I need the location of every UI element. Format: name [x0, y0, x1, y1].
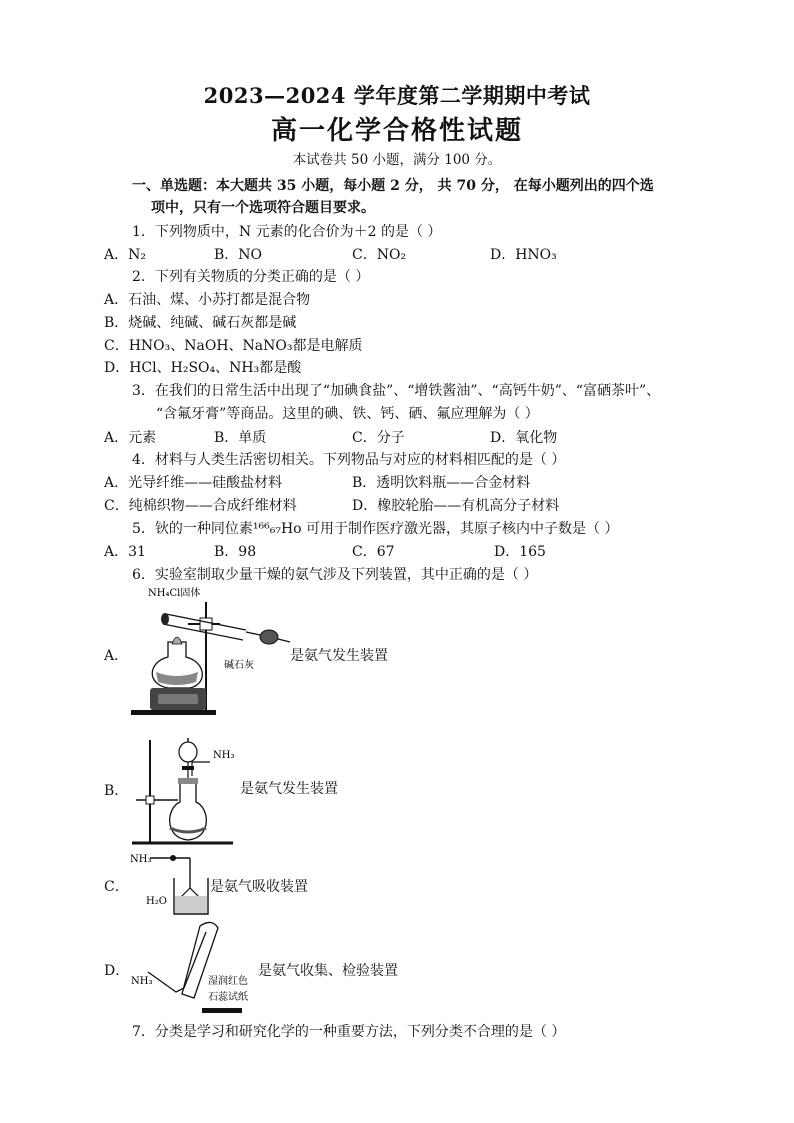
- question-4-option-d: D．橡胶轮胎——有机高分子材料: [352, 498, 560, 514]
- question-6-option-c-text: 是氨气吸收装置: [210, 879, 308, 895]
- section-heading-line2: 项中，只有一个选项符合题目要求。: [151, 200, 375, 216]
- fig-d-paper-label-1: 湿润红色: [208, 976, 248, 987]
- question-6-option-b-text: 是氨气发生装置: [240, 781, 338, 797]
- question-3-stem-line2: “含氟牙膏”等商品。这里的碘、铁、钙、硒、氟应理解为（ ）: [156, 406, 539, 422]
- question-5-stem: 5．钬的一种同位素¹⁶⁶₆₇Ho 可用于制作医疗激光器，其原子核内中子数是（ ）: [132, 521, 619, 537]
- question-1-option-c: C．NO₂: [352, 247, 407, 263]
- question-5-option-b: B．98: [214, 544, 257, 560]
- question-1-option-b: B．NO: [214, 247, 263, 263]
- question-5-option-c: C．67: [352, 544, 395, 560]
- ammonia-collection-apparatus-figure: [128, 918, 263, 1020]
- question-6-option-c-label: C．: [104, 879, 129, 895]
- question-6-option-b-label: B．: [104, 783, 129, 799]
- question-4-option-b: B．透明饮料瓶——合金材料: [352, 475, 531, 491]
- question-6-option-d-label: D．: [104, 963, 130, 979]
- question-7-stem: 7．分类是学习和研究化学的一种重要方法，下列分类不合理的是（ ）: [132, 1024, 566, 1040]
- section-heading-line1: 一、单选题：本大题共 35 小题，每小题 2 分， 共 70 分， 在每小题列出的四个选: [132, 178, 654, 194]
- ammonia-flask-apparatus-figure: [128, 730, 243, 850]
- question-6-option-a-text: 是氨气发生装置: [290, 648, 388, 664]
- question-1-option-a: A．N₂: [104, 247, 146, 263]
- question-3-stem-line1: 3．在我们的日常生活中出现了“加碘食盐”、“增铁酱油”、“高钙牛奶”、“富硒茶叶”、: [132, 383, 661, 399]
- fig-c-water-label: H₂O: [146, 896, 167, 907]
- question-5-option-d: D．165: [494, 544, 546, 560]
- question-2-option-a: A．石油、煤、小苏打都是混合物: [104, 292, 311, 308]
- question-1-option-d: D．HNO₃: [490, 247, 557, 263]
- exam-subtitle: 高一化学合格性试题: [270, 116, 523, 146]
- question-4-option-a: A．光导纤维——硅酸盐材料: [104, 475, 283, 491]
- fig-a-nh4cl-label: NH₄Cl固体: [148, 588, 201, 599]
- question-3-option-d: D．氧化物: [490, 430, 558, 446]
- exam-note: 本试卷共 50 小题，满分 100 分。: [292, 152, 502, 168]
- fig-b-nh3-label: NH₃: [213, 750, 235, 761]
- ammonia-heating-apparatus-figure: [128, 582, 293, 722]
- exam-title: 2023—2024 学年度第二学期期中考试: [203, 83, 591, 108]
- question-3-option-b: B．单质: [214, 430, 267, 446]
- fig-a-soda-lime-label: 碱石灰: [224, 660, 254, 671]
- question-2-option-b: B．烧碱、纯碱、碱石灰都是碱: [104, 315, 297, 331]
- question-2-option-c: C．HNO₃、NaOH、NaNO₃都是电解质: [104, 338, 363, 354]
- question-4-stem: 4．材料与人类生活密切相关。下列物品与对应的材料相匹配的是（ ）: [132, 452, 566, 468]
- fig-d-nh3-label: NH₃: [131, 976, 153, 987]
- question-6-option-d-text: 是氨气收集、检验装置: [258, 963, 398, 979]
- question-6-stem: 6．实验室制取少量干燥的氨气涉及下列装置，其中正确的是（ ）: [132, 567, 538, 583]
- fig-d-paper-label-2: 石蕊试纸: [208, 992, 248, 1003]
- question-3-option-a: A．元素: [104, 430, 157, 446]
- ammonia-absorption-apparatus-figure: [128, 848, 213, 920]
- question-4-option-c: C．纯棉织物——合成纤维材料: [104, 498, 297, 514]
- question-3-option-c: C．分子: [352, 430, 405, 446]
- question-1-stem: 1．下列物质中，N 元素的化合价为＋2 的是（ ）: [132, 224, 442, 240]
- question-6-option-a-label: A．: [104, 648, 129, 664]
- question-2-stem: 2．下列有关物质的分类正确的是（ ）: [132, 269, 370, 285]
- question-2-option-d: D．HCl、H₂SO₄、NH₃都是酸: [104, 360, 302, 376]
- question-5-option-a: A．31: [104, 544, 146, 560]
- fig-c-nh3-label: NH₃: [130, 854, 152, 865]
